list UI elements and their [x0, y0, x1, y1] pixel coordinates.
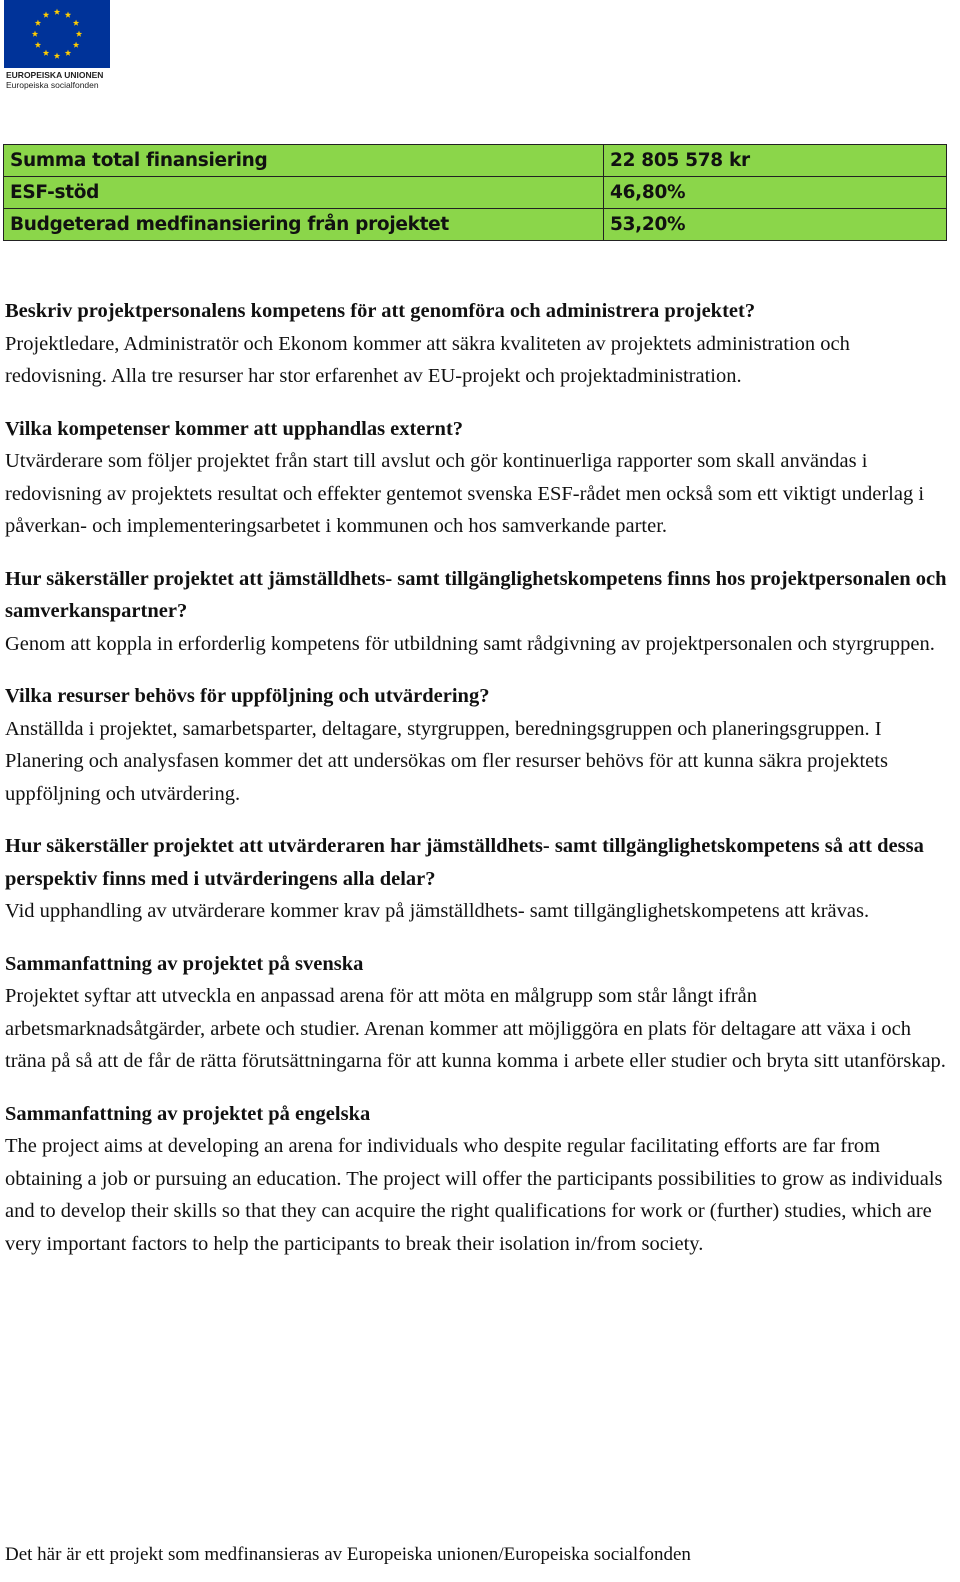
section-question: Sammanfattning av projektet på engelska — [5, 1102, 371, 1125]
table-row — [4, 177, 947, 209]
section-answer: The project aims at developing an arena for individuals who despite regular facilitating efforts are far from obtaining a job or pursuing an education. The project will offer the participants possibilities to grow as individuals and to develop their skills so that they can acquire the right qualifications for work or (further) studies, which are very important factors to help the participants to break their isolation in/from society. — [5, 1135, 943, 1255]
section-personnel-competence — [5, 295, 950, 393]
eu-flag-icon — [4, 0, 110, 68]
logo-line-2: Europeiska socialfonden — [6, 80, 99, 90]
logo-caption — [6, 70, 116, 90]
section-summary-english — [5, 1098, 950, 1261]
section-summary-swedish — [5, 948, 950, 1078]
section-follow-up-resources — [5, 680, 950, 810]
section-answer: Projektledare, Administratör och Ekonom kommer att säkra kvaliteten av projektets administration och redovisning. Alla tre resurser har stor erfarenhet av EU-projekt och projektadministration. — [5, 332, 850, 387]
section-question: Beskriv projektpersonalens kompetens för att genomföra och administrera projektet? — [5, 300, 756, 322]
section-answer: Utvärderare som följer projektet från start till avslut och gör kontinuerliga rapporter som skall användas i redovisning av projektets resultat och effekter gentemot svenska ESF-rådet men också som ett viktigt underlag i påverkan- och implementeringsarbetet i kommunen och hos samverkande parter. — [5, 450, 925, 537]
section-question: Hur säkerställer projektet att jämställdhets- samt tillgänglighetskompetens finns hos projektpersonalen och samverkanspartner? — [5, 567, 947, 622]
section-answer: Projektet syftar att utveckla en anpassad arena för att möta en målgrupp som står långt ifrån arbetsmarknadsåtgärder, arbete och studier. Arenan kommer att möjliggöra en plats för deltagare att växa i och träna på så att de får de rätta förutsättningarna för att kunna komma i arbete eller studier och bryta sitt utanförskap. — [5, 985, 946, 1072]
page-footer: Det här är ett projekt som medfinansieras av Europeiska unionen/Europeiska socialfonden — [5, 1544, 691, 1565]
document-body — [5, 295, 950, 1280]
financing-label: Budgeterad medfinansiering från projektet — [4, 209, 604, 241]
financing-label: ESF-stöd — [4, 177, 604, 209]
section-question: Vilka kompetenser kommer att upphandlas externt? — [5, 417, 464, 440]
section-evaluator-competence — [5, 830, 950, 928]
financing-table — [3, 144, 947, 241]
section-external-procurement — [5, 413, 950, 543]
financing-value: 53,20% — [604, 209, 947, 241]
logo-line-1: EUROPEISKA UNIONEN — [6, 70, 104, 80]
section-question: Vilka resurser behövs för uppföljning och utvärdering? — [5, 685, 490, 707]
financing-value: 22 805 578 kr — [604, 145, 947, 177]
financing-label: Summa total finansiering — [4, 145, 604, 177]
eu-flag-logo — [4, 0, 116, 92]
section-equality-competence — [5, 563, 950, 661]
section-question: Sammanfattning av projektet på svenska — [5, 952, 364, 975]
section-question: Hur säkerställer projektet att utvärderaren har jämställdhets- samt tillgänglighetskompetens så att dessa perspektiv finns med i utvärderingens alla delar? — [5, 835, 924, 890]
section-answer: Vid upphandling av utvärderare kommer krav på jämställdhets- samt tillgänglighetskompetens att krävas. — [5, 900, 870, 922]
section-answer: Genom att koppla in erforderlig kompetens för utbildning samt rådgivning av projektpersonalen och styrgruppen. — [5, 632, 935, 655]
section-answer: Anställda i projektet, samarbetsparter, deltagare, styrgruppen, beredningsgruppen och planeringsgruppen. I Planering och analysfasen kommer det att undersökas om fler resurser behövs för att kunna säkra projektets uppföljning och utvärdering. — [5, 717, 888, 805]
financing-value: 46,80% — [604, 177, 947, 209]
table-row — [4, 209, 947, 241]
table-row — [4, 145, 947, 177]
